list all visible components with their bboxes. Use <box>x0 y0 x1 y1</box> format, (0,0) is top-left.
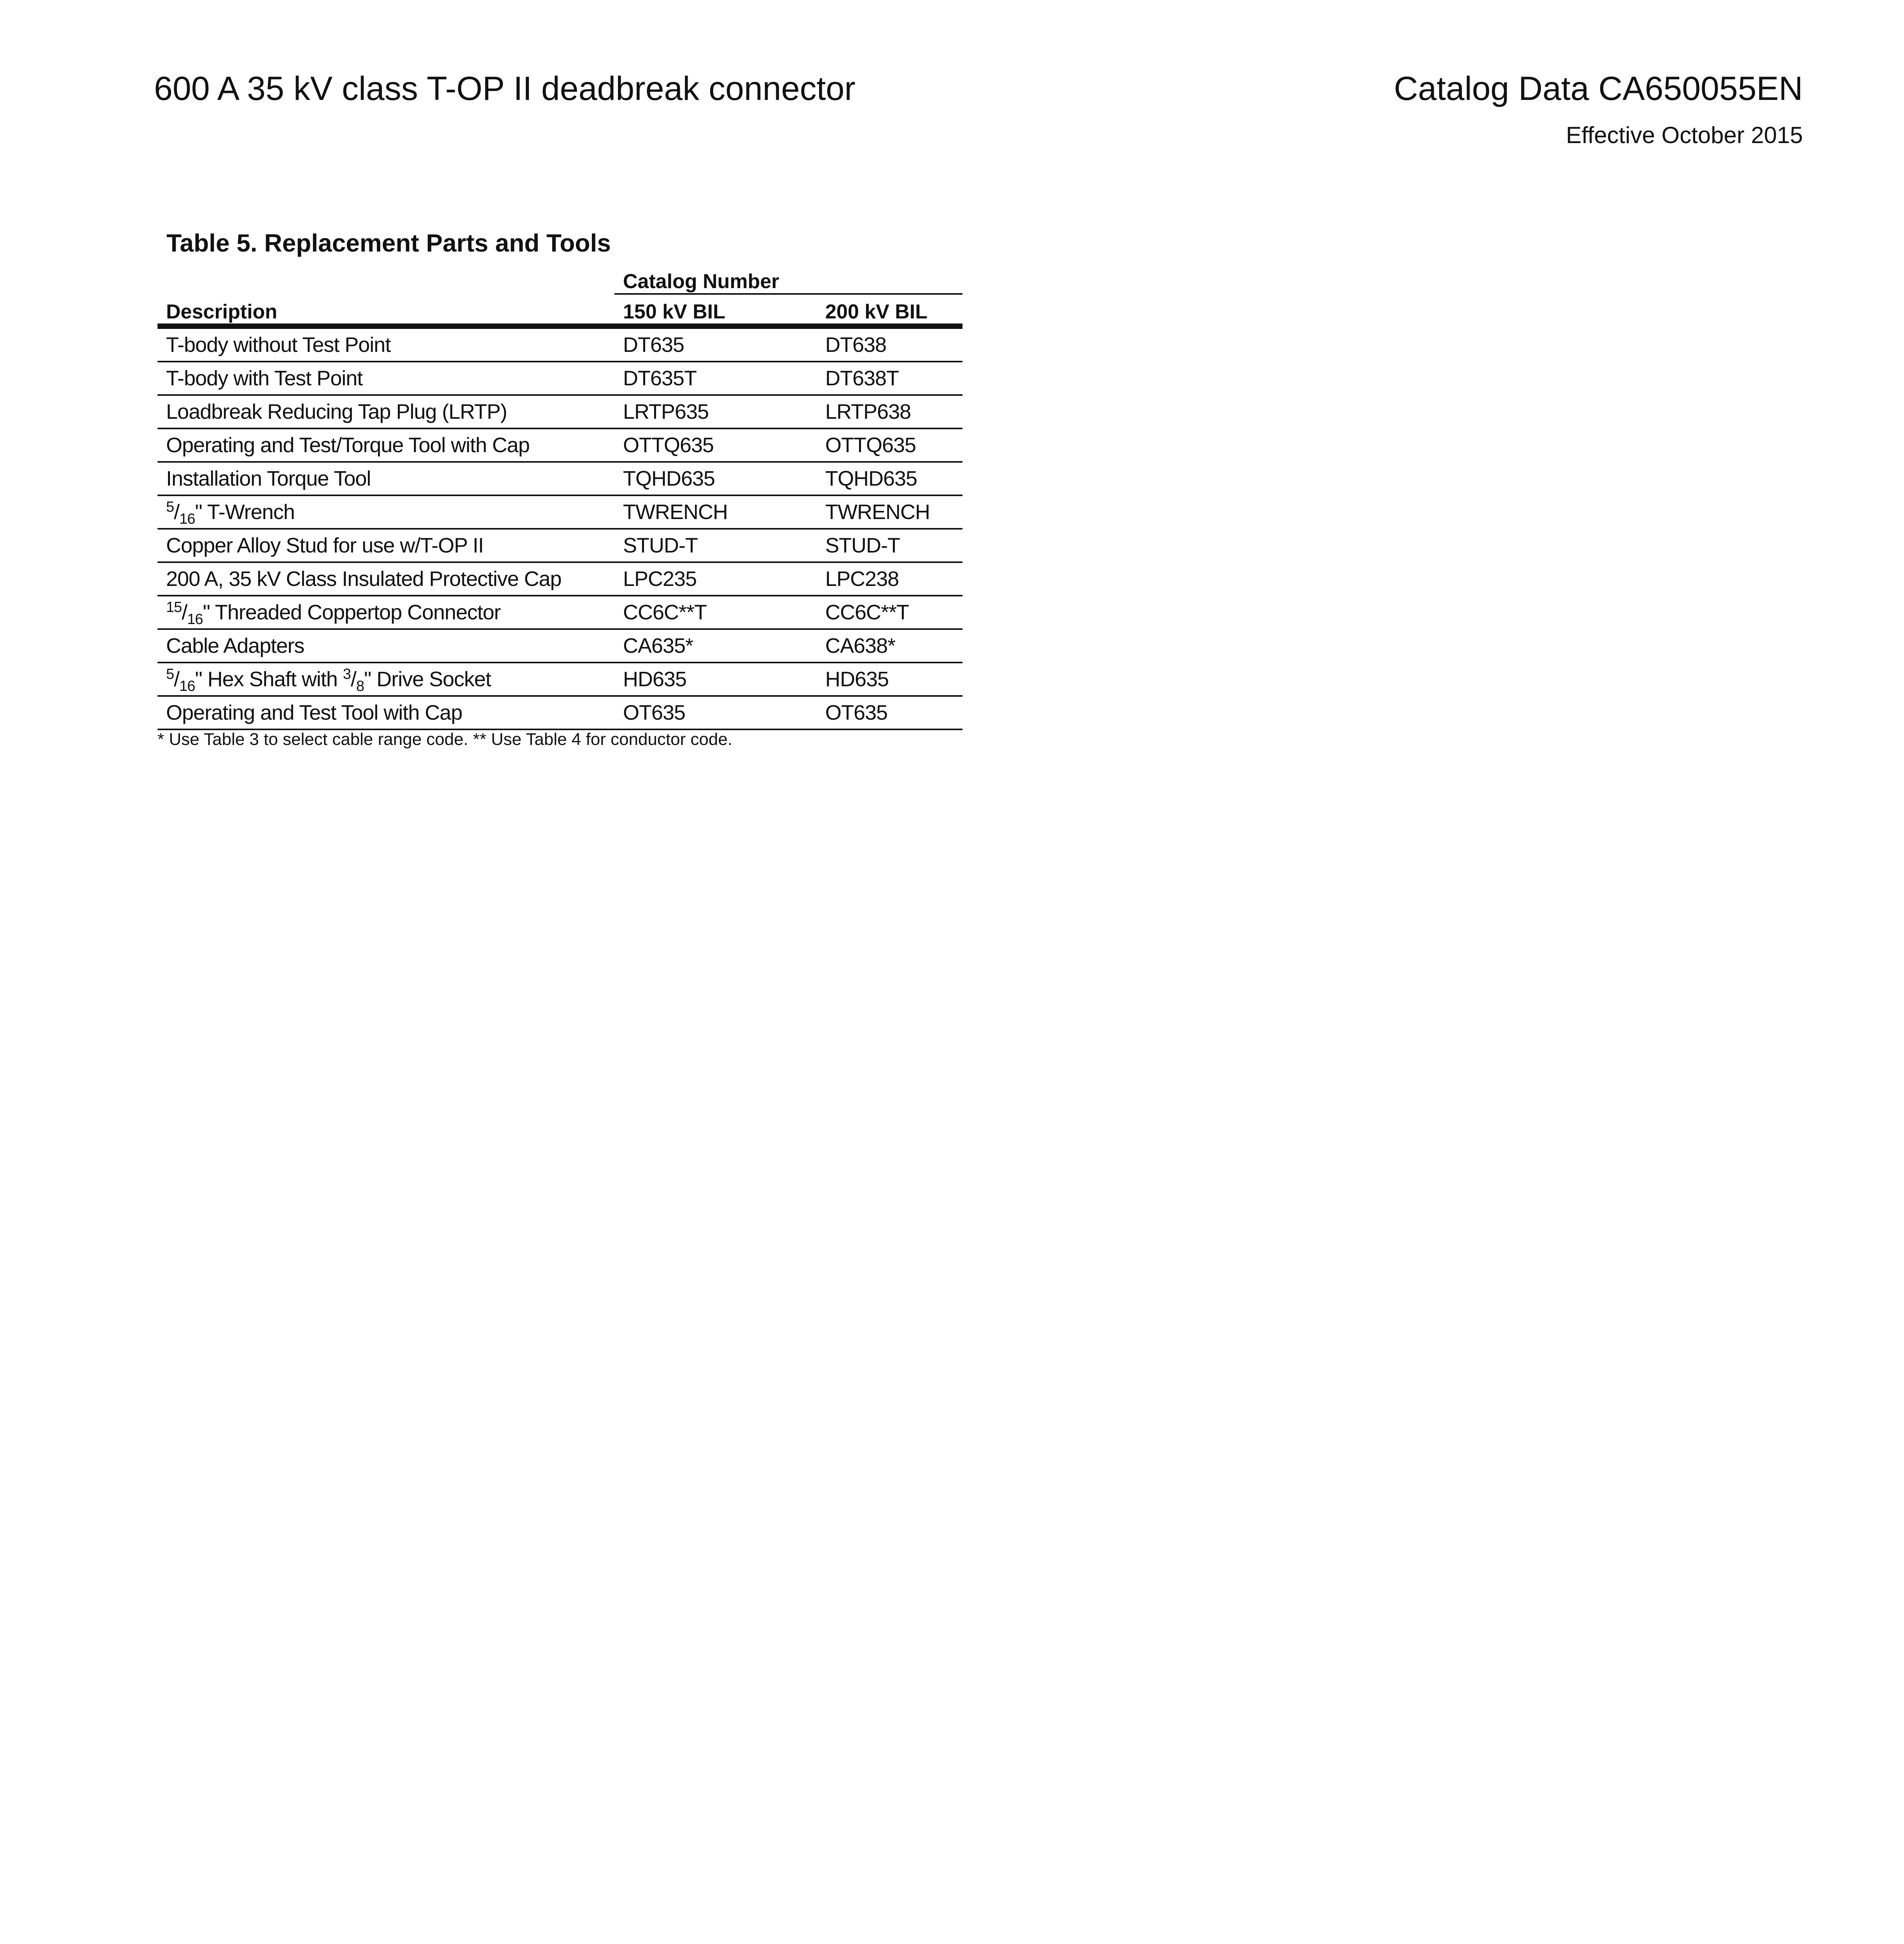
fraction-denominator: 16 <box>187 611 203 628</box>
description-cell: Cable Adapters <box>158 629 614 663</box>
catalog-200kv-cell: LRTP638 <box>817 395 962 428</box>
empty-header-cell <box>158 264 614 294</box>
table-row <box>158 362 962 395</box>
description-cell: T-body with Test Point <box>158 362 614 395</box>
description-cell: T-body without Test Point <box>158 326 614 362</box>
catalog-150kv-cell: TWRENCH <box>614 495 817 529</box>
description-cell: Installation Torque Tool <box>158 462 614 495</box>
table-row <box>158 629 962 663</box>
catalog-200kv-cell: LPC238 <box>817 562 962 596</box>
fraction-denominator: 8 <box>356 678 364 694</box>
description-text: " Hex Shaft with <box>195 668 343 691</box>
catalog-number-group-header: Catalog Number <box>614 264 962 294</box>
fraction-denominator: 16 <box>179 678 195 694</box>
table-row <box>158 395 962 428</box>
catalog-150kv-cell: LPC235 <box>614 562 817 596</box>
description-cell: Operating and Test/Torque Tool with Cap <box>158 428 614 462</box>
table-row <box>158 326 962 362</box>
catalog-200kv-cell: STUD-T <box>817 529 962 562</box>
catalog-200kv-cell: HD635 <box>817 663 962 696</box>
catalog-150kv-cell: TQHD635 <box>614 462 817 495</box>
catalog-200kv-cell: DT638 <box>817 326 962 362</box>
table-row <box>158 529 962 562</box>
catalog-150kv-cell: CC6C**T <box>614 596 817 629</box>
description-cell: Copper Alloy Stud for use w/T-OP II <box>158 529 614 562</box>
table-title: Table 5. Replacement Parts and Tools <box>166 229 611 257</box>
table-row <box>158 428 962 462</box>
column-header-description: Description <box>158 294 614 326</box>
catalog-150kv-cell: HD635 <box>614 663 817 696</box>
description-cell: $^5/_{16}$" Hex Shaft with $^3/_8$" Drive Socket <box>158 663 614 696</box>
catalog-150kv-cell: STUD-T <box>614 529 817 562</box>
fraction-numerator: 5 <box>166 666 174 682</box>
catalog-150kv-cell: DT635T <box>614 362 817 395</box>
catalog-150kv-cell: CA635* <box>614 629 817 663</box>
table-row <box>158 596 962 629</box>
description-text: " Drive Socket <box>364 668 491 691</box>
table-row <box>158 495 962 529</box>
fraction-numerator: 15 <box>166 599 182 615</box>
fraction-denominator: 16 <box>179 510 195 527</box>
catalog-data-label <box>1394 72 1803 105</box>
catalog-150kv-cell: OT635 <box>614 696 817 729</box>
description-cell: Operating and Test Tool with Cap <box>158 696 614 729</box>
table-footnote: * Use Table 3 to select cable range code. ** Use Table 4 for conductor code. <box>158 730 733 749</box>
catalog-prefix: Catalog Data <box>1394 70 1599 107</box>
column-header-200kv: 200 kV BIL <box>817 294 962 326</box>
description-text: " T-Wrench <box>195 500 295 524</box>
catalog-200kv-cell: CA638* <box>817 629 962 663</box>
catalog-150kv-cell: DT635 <box>614 326 817 362</box>
table-row <box>158 696 962 729</box>
table-row <box>158 462 962 495</box>
catalog-200kv-cell: CC6C**T <box>817 596 962 629</box>
catalog-150kv-cell: LRTP635 <box>614 395 817 428</box>
replacement-parts-table <box>158 264 962 730</box>
catalog-200kv-cell: TQHD635 <box>817 462 962 495</box>
catalog-200kv-cell: DT638T <box>817 362 962 395</box>
column-header-150kv: 150 kV BIL <box>614 294 817 326</box>
catalog-150kv-cell: OTTQ635 <box>614 428 817 462</box>
description-text: " Threaded Coppertop Connector <box>203 601 501 624</box>
description-cell: 200 A, 35 kV Class Insulated Protective Cap <box>158 562 614 596</box>
effective-date: Effective October 2015 <box>1566 122 1803 148</box>
fraction-numerator: 3 <box>343 666 351 682</box>
catalog-200kv-cell: TWRENCH <box>817 495 962 529</box>
fraction-numerator: 5 <box>166 499 174 515</box>
description-cell: $^5/_{16}$" T-Wrench <box>158 495 614 529</box>
description-cell: Loadbreak Reducing Tap Plug (LRTP) <box>158 395 614 428</box>
table-row <box>158 663 962 696</box>
table-row <box>158 562 962 596</box>
document-title: 600 A 35 kV class T-OP II deadbreak connector <box>154 70 856 107</box>
description-cell: $^{15}/_{16}$" Threaded Coppertop Connector <box>158 596 614 629</box>
catalog-200kv-cell: OTTQ635 <box>817 428 962 462</box>
catalog-id: CA650055EN <box>1598 70 1803 107</box>
catalog-200kv-cell: OT635 <box>817 696 962 729</box>
